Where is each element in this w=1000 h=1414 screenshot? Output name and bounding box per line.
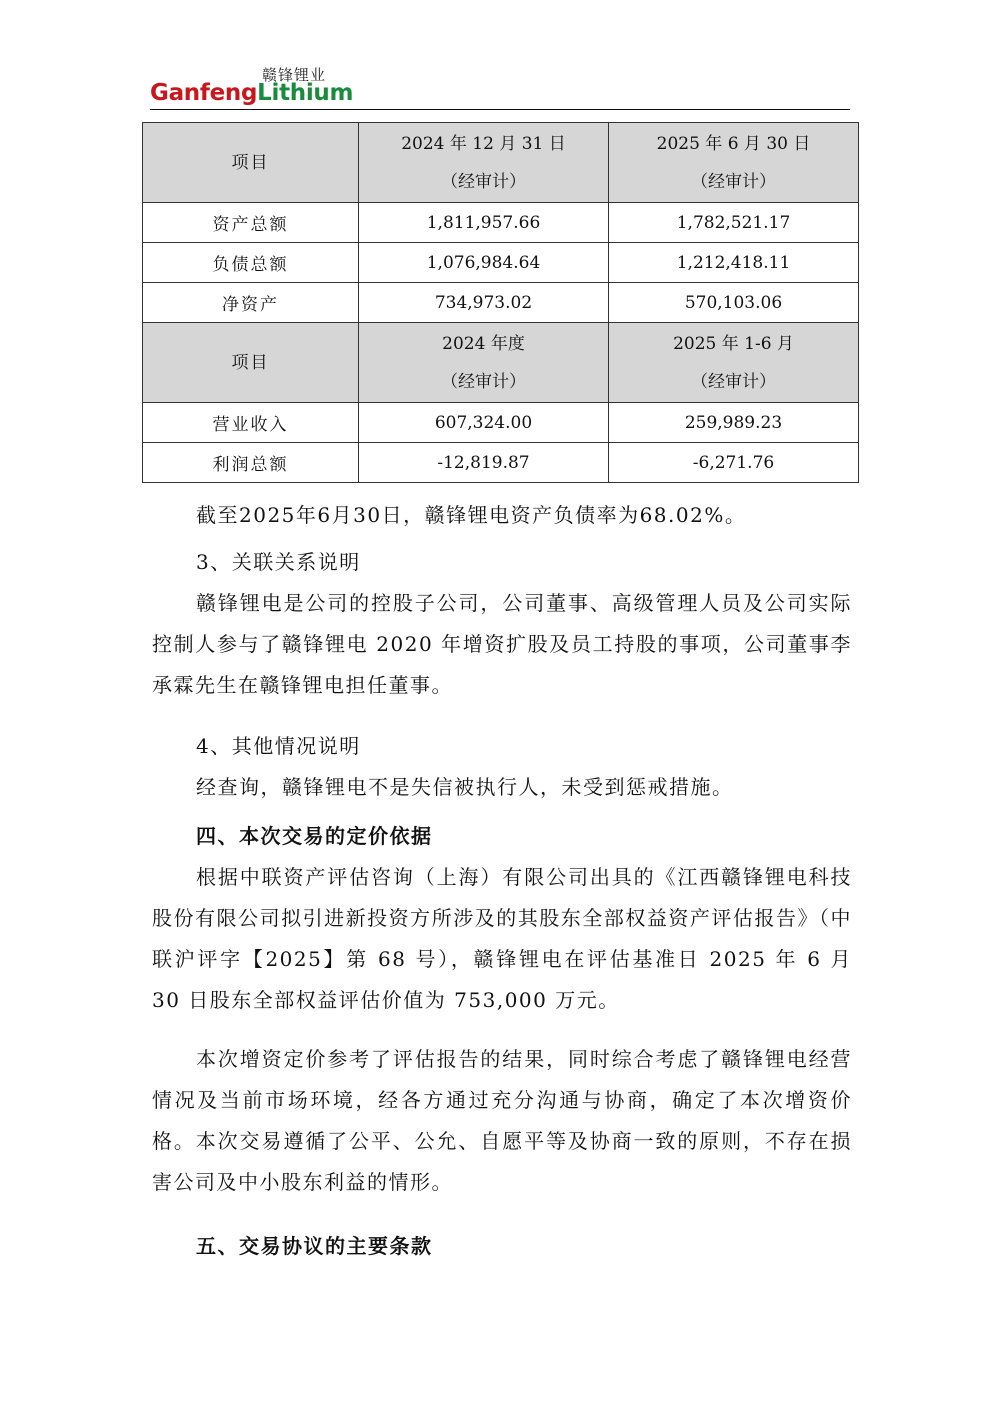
table-header-row <box>143 323 859 403</box>
header-period-2025-text: 2025 年 1-6 月 <box>673 333 794 354</box>
financial-table <box>142 122 859 483</box>
table-header-row <box>143 123 859 203</box>
row-label: 资产总额 <box>143 203 359 243</box>
header-audited-note: （经审计） <box>441 171 526 192</box>
company-logo-chinese: 赣锋锂业 <box>262 66 327 84</box>
table-row <box>143 283 859 323</box>
section-heading-agreement-terms: 五、交易协议的主要条款 <box>196 1234 433 1258</box>
header-audited-note: （经审计） <box>691 171 776 192</box>
page-header <box>150 62 850 112</box>
section-heading-pricing-basis: 四、本次交易的定价依据 <box>196 824 433 848</box>
row-label: 负债总额 <box>143 243 359 283</box>
header-period-2024-text: 2024 年度 <box>442 333 525 354</box>
cell-value: 607,324.00 <box>359 403 609 443</box>
header-date-2024 <box>359 123 609 203</box>
related-party-paragraph: 赣锋锂电是公司的控股子公司，公司董事、高级管理人员及公司实际控制人参与了赣锋锂电 2020 年增资扩股及员工持股的事项，公司董事李承霖先生在赣锋锂电担任董事。 <box>152 591 852 697</box>
table-row <box>143 403 859 443</box>
row-label: 净资产 <box>143 283 359 323</box>
cell-value: 734,973.02 <box>359 283 609 323</box>
valuation-paragraph: 根据中联资产评估咨询（上海）有限公司出具的《江西赣锋锂电科技股份有限公司拟引进新投资方所涉及的其股东全部权益资产评估报告》（中联沪评字【2025】第 68 号），赣锋锂电在评估基准日 2025 年 6 月 30 日股东全部权益评估价值为 753,000 万元。 <box>152 865 852 1012</box>
row-label: 利润总额 <box>143 443 359 483</box>
table-row <box>143 203 859 243</box>
section-heading-related-party: 3、关联关系说明 <box>196 550 361 574</box>
cell-value: 570,103.06 <box>609 283 859 323</box>
table-row <box>143 443 859 483</box>
cell-value: 1,076,984.64 <box>359 243 609 283</box>
cell-value: -6,271.76 <box>609 443 859 483</box>
pricing-paragraph: 本次增资定价参考了评估报告的结果，同时综合考虑了赣锋锂电经营情况及当前市场环境，经各方通过充分沟通与协商，确定了本次增资价格。本次交易遵循了公平、公允、自愿平等及协商一致的原则，不存在损害公司及中小股东利益的情形。 <box>152 1047 852 1194</box>
row-label: 营业收入 <box>143 403 359 443</box>
cell-value: 1,782,521.17 <box>609 203 859 243</box>
logo-text-lithium: Lithium <box>257 80 354 106</box>
header-item-label: 项目 <box>143 123 359 203</box>
other-info-paragraph: 经查询，赣锋锂电不是失信被执行人，未受到惩戒措施。 <box>196 775 734 799</box>
cell-value: 1,212,418.11 <box>609 243 859 283</box>
header-date-2025 <box>609 123 859 203</box>
header-divider <box>150 109 850 110</box>
cell-value: 1,811,957.66 <box>359 203 609 243</box>
debt-ratio-paragraph: 截至2025年6月30日，赣锋锂电资产负债率为68.02%。 <box>196 503 747 527</box>
header-item-label: 项目 <box>143 323 359 403</box>
company-logo <box>150 80 353 106</box>
header-audited-note: （经审计） <box>691 371 776 392</box>
header-period-2024 <box>359 323 609 403</box>
logo-text-ganfeng: Ganfeng <box>150 80 258 106</box>
cell-value: 259,989.23 <box>609 403 859 443</box>
header-period-2025 <box>609 323 859 403</box>
section-heading-other: 4、其他情况说明 <box>196 734 361 758</box>
header-date-2025-text: 2025 年 6 月 30 日 <box>656 133 811 154</box>
header-date-2024-text: 2024 年 12 月 31 日 <box>401 133 566 154</box>
cell-value: -12,819.87 <box>359 443 609 483</box>
header-audited-note: （经审计） <box>441 371 526 392</box>
table-row <box>143 243 859 283</box>
